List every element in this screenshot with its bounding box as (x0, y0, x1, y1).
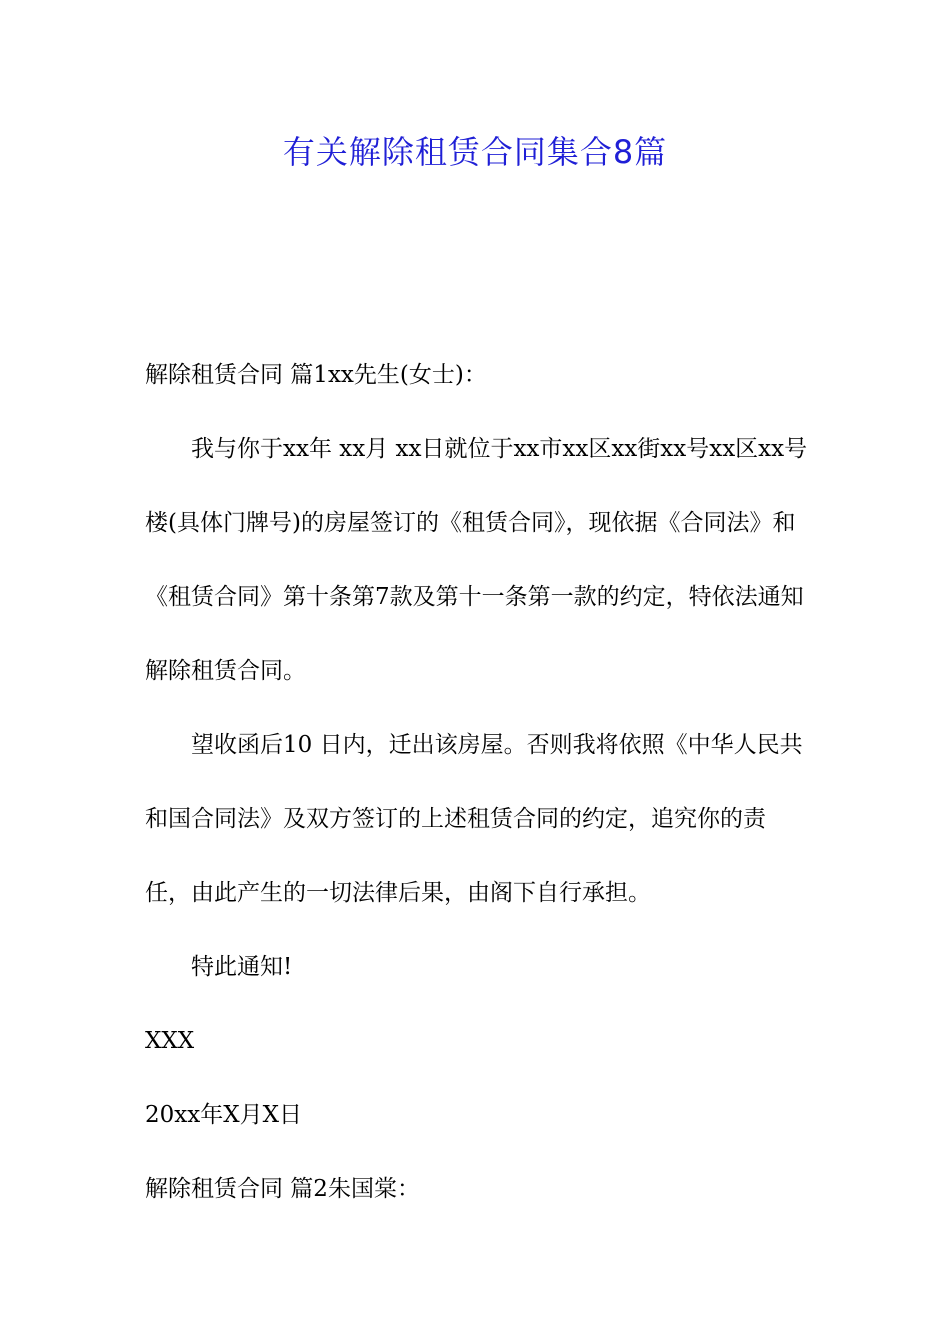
document-title: 有关解除租赁合同集合8篇 (282, 133, 668, 171)
paragraph-closing: 特此通知! (191, 954, 293, 980)
paragraph-notice: 我与你于xx年 xx月 xx日就位于xx市xx区xx街xx号xx区xx号楼(具体门牌号)的房屋签订的《租赁合同》，现依据《合同法》和《租赁合同》第十条第7款及第十一条第一款的约定，特依法通知解除租赁合同。 (145, 436, 808, 684)
section-heading-2: 解除租赁合同 篇2朱国棠： (145, 1176, 420, 1202)
document-body (145, 338, 809, 1226)
signature-date: 20xx年X月X日 (145, 1102, 302, 1128)
paragraph-demand: 望收函后10 日内，迁出该房屋。否则我将依照《中华人民共和国合同法》及双方签订的上述租赁合同的约定，追究你的责任，由此产生的一切法律后果，由阁下自行承担。 (145, 732, 803, 906)
signature-name: XXX (145, 1028, 195, 1054)
section-heading-1: 解除租赁合同 篇1xx先生(女士)： (145, 362, 487, 388)
